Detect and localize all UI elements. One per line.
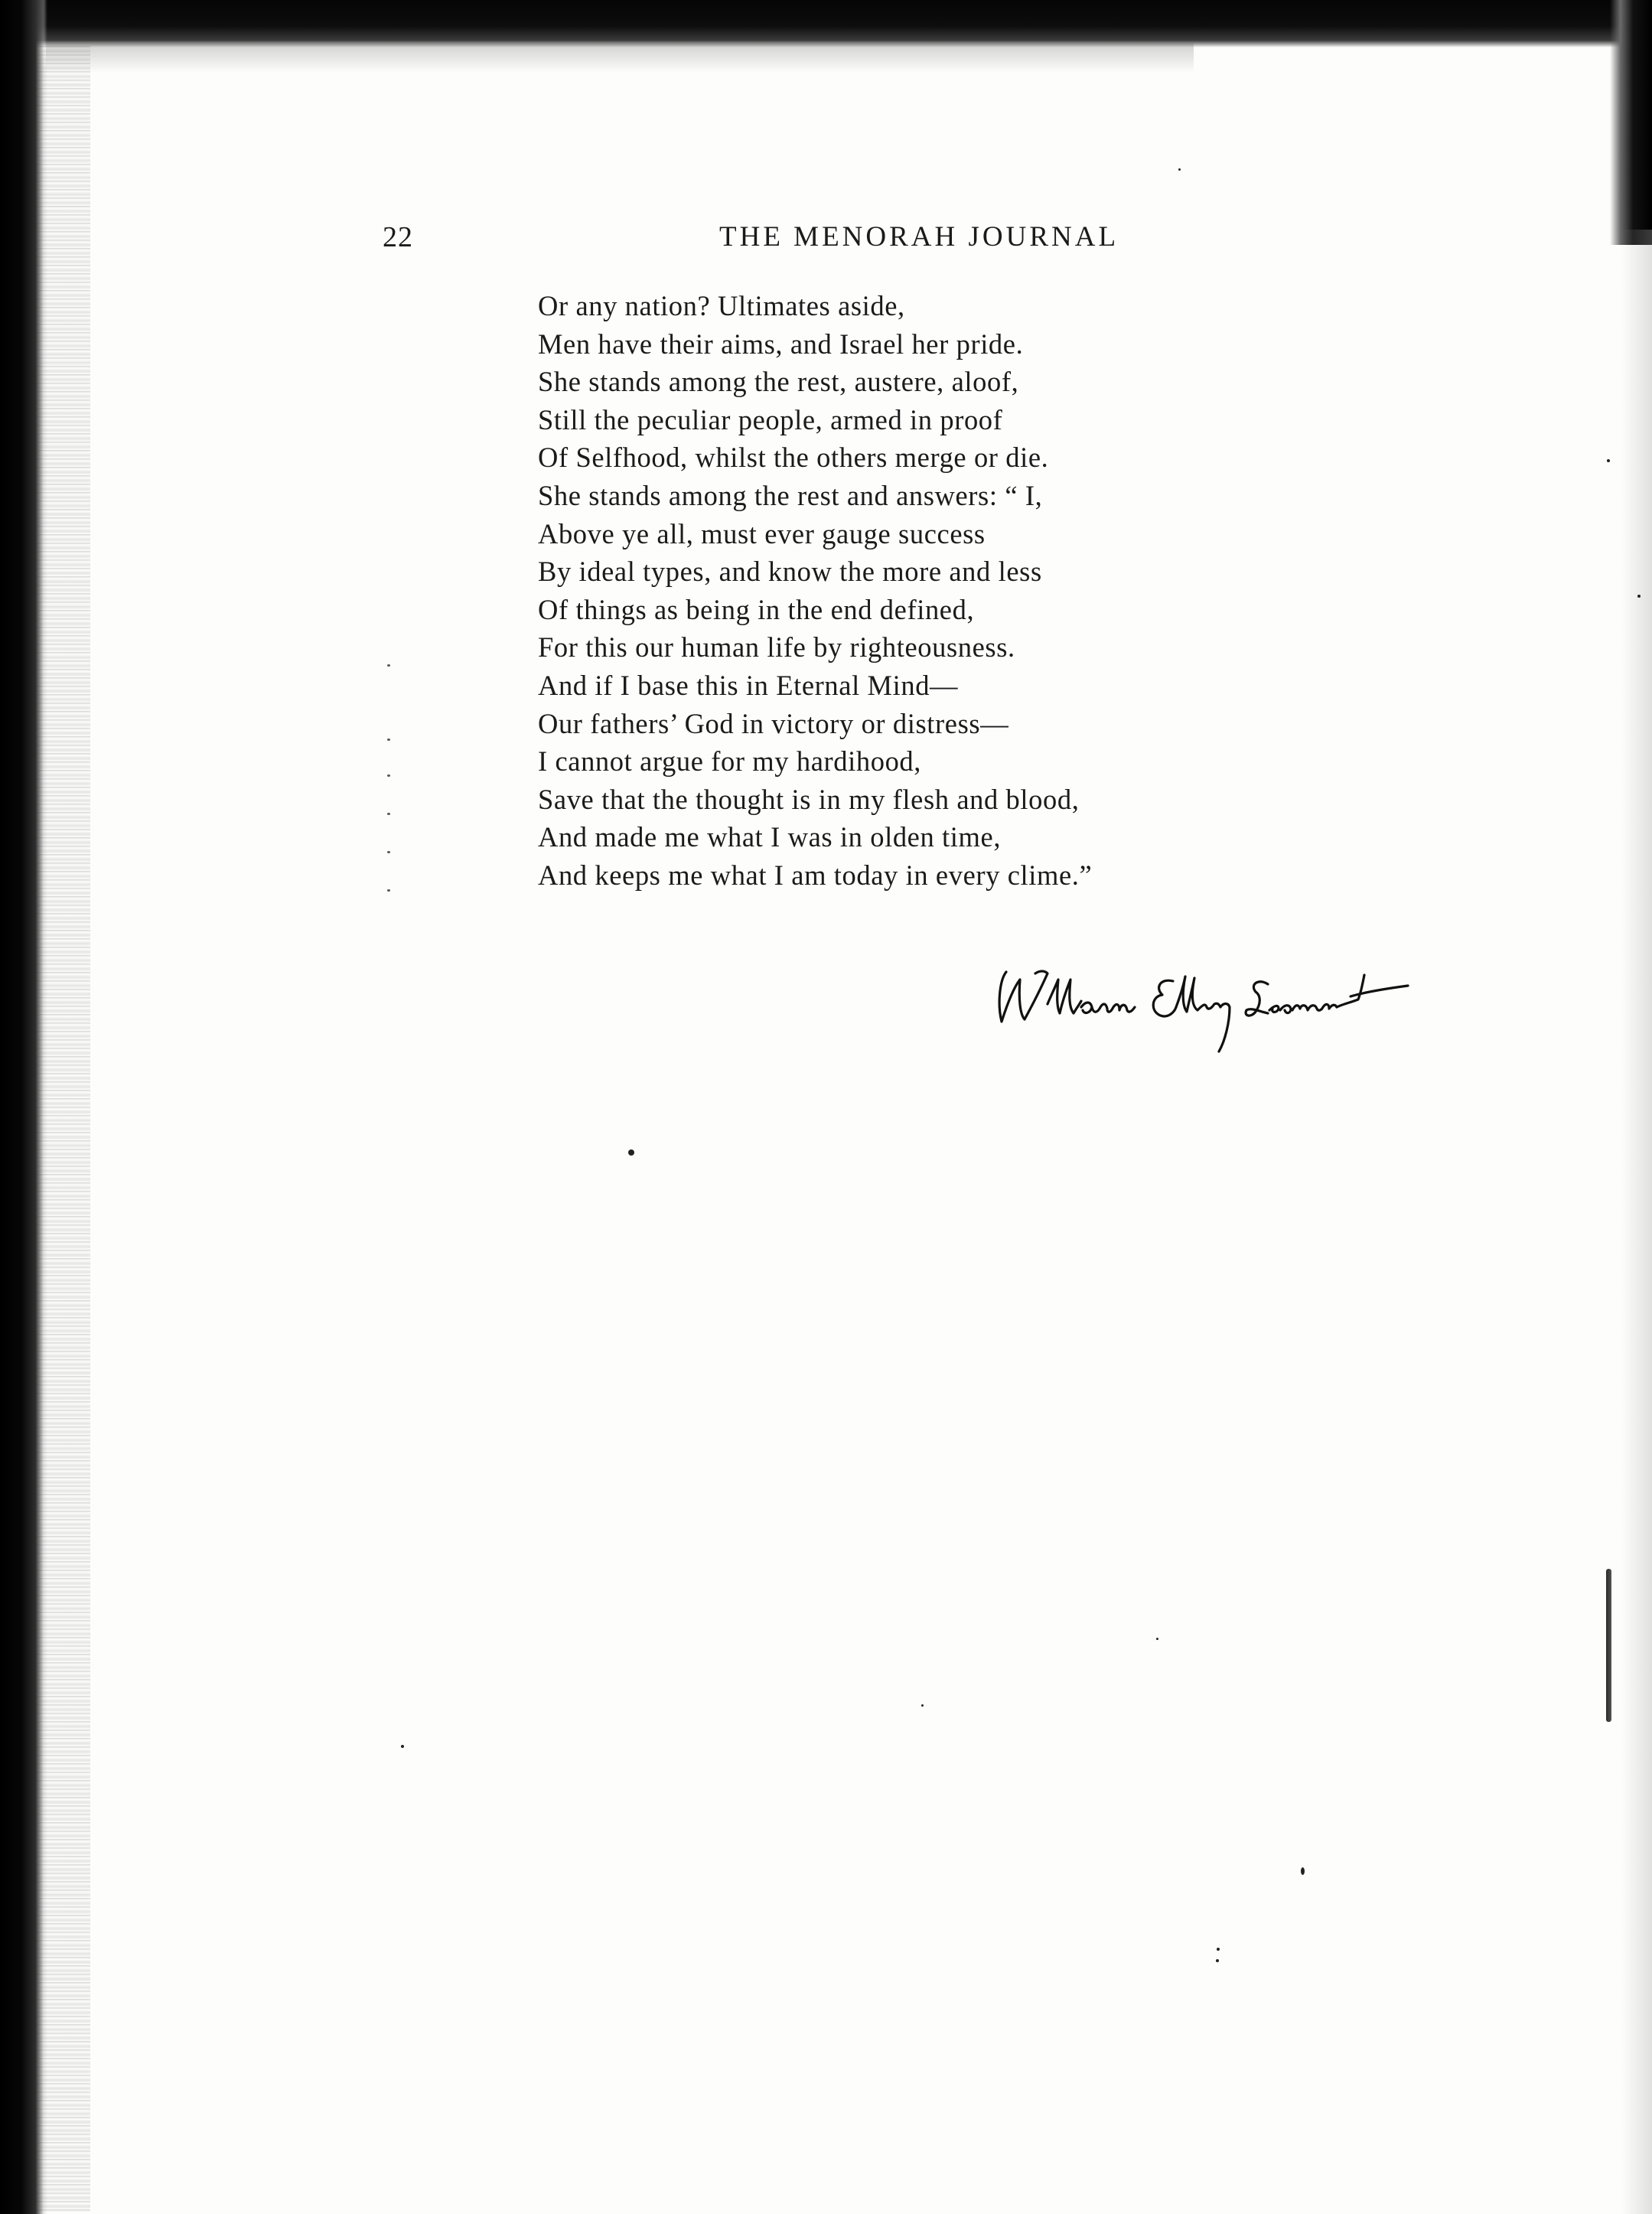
poem-stanza xyxy=(538,287,1494,895)
scan-speck xyxy=(921,1704,924,1707)
scan-speck xyxy=(1156,1638,1158,1640)
scan-speck xyxy=(1178,168,1181,171)
poem-line: By ideal types, and know the more and less xyxy=(538,556,1042,588)
margin-dot xyxy=(387,664,390,667)
margin-dot xyxy=(387,813,390,815)
margin-dot xyxy=(387,739,390,741)
poem-line: And made me what I was in olden time, xyxy=(538,821,1002,853)
poem-line: Save that the thought is in my flesh and blood, xyxy=(538,783,1080,815)
scan-speck xyxy=(1216,1959,1219,1962)
scan-border-right xyxy=(1610,0,1652,245)
scan-border-left-noise xyxy=(37,46,90,2212)
running-head xyxy=(0,220,1652,266)
poem-line: She stands among the rest, austere, aloof, xyxy=(538,366,1019,398)
poem-line: She stands among the rest and answers: “ I, xyxy=(538,479,1043,511)
poem-line: I cannot argue for my hardihood, xyxy=(538,745,921,778)
poem-line: For this our human life by righteousness. xyxy=(538,631,1015,664)
margin-dot xyxy=(387,851,390,853)
scan-speck xyxy=(1637,595,1641,598)
handwritten-signature xyxy=(991,957,1419,1056)
margin-dot xyxy=(387,774,390,777)
poem-line: Men have their aims, and Israel her pride. xyxy=(538,328,1024,360)
journal-title: THE MENORAH JOURNAL xyxy=(719,221,1119,253)
scan-speck xyxy=(628,1149,634,1156)
poem-line: Of Selfhood, whilst the others merge or die. xyxy=(538,442,1049,474)
poem-line: And if I base this in Eternal Mind— xyxy=(538,669,959,701)
poem-line: Still the peculiar people, armed in proof xyxy=(538,403,1003,435)
scan-speck xyxy=(1607,459,1610,462)
page-number: 22 xyxy=(383,221,413,253)
scan-border-right-shadow xyxy=(1621,230,1652,2214)
poem-line: And keeps me what I am today in every clime.” xyxy=(538,859,1093,891)
poem-line: Above ye all, must ever gauge success xyxy=(538,517,986,549)
scan-speck xyxy=(401,1745,404,1748)
scan-border-top-shadow xyxy=(46,42,1194,73)
scan-speck xyxy=(1217,1948,1220,1951)
poem-line: Of things as being in the end defined, xyxy=(538,593,975,625)
poem-line: Or any nation? Ultimates aside, xyxy=(538,290,905,321)
scan-border-top xyxy=(0,0,1652,47)
scan-edge-mark xyxy=(1606,1569,1611,1722)
margin-dot xyxy=(387,889,390,892)
scan-speck xyxy=(1301,1867,1305,1875)
poem-line: Our fathers’ God in victory or distress— xyxy=(538,707,1009,739)
